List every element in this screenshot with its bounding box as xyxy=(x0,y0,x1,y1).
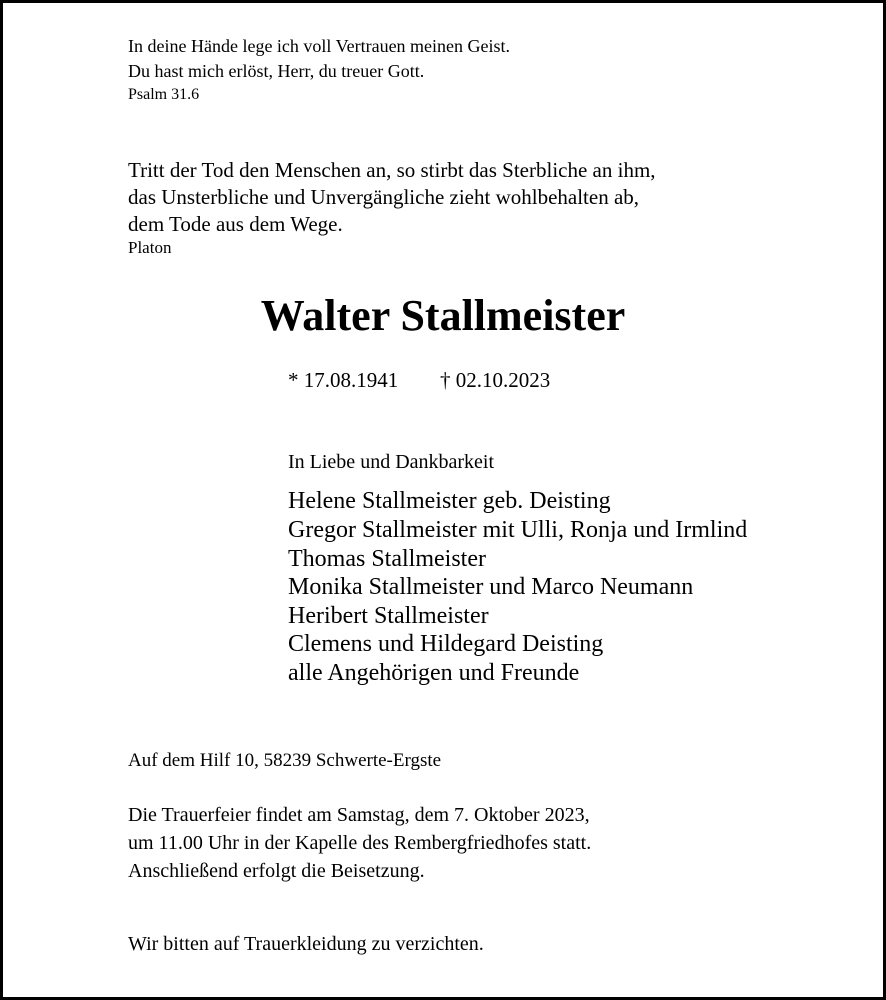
quote-author: Platon xyxy=(128,238,172,257)
mourner-name: Monika Stallmeister und Marco Neumann xyxy=(288,574,694,600)
mourner-name: Helene Stallmeister geb. Deisting xyxy=(288,488,611,514)
psalm-reference: Psalm 31.6 xyxy=(128,86,200,103)
mourner-name: Gregor Stallmeister mit Ulli, Ronja und Irmlind xyxy=(288,517,748,543)
psalm-line: In deine Hände lege ich voll Vertrauen meinen Geist. xyxy=(128,36,511,56)
mourner-name: Thomas Stallmeister xyxy=(288,546,486,572)
quote-line: dem Tode aus dem Wege. xyxy=(128,212,343,236)
dress-code-request: Wir bitten auf Trauerkleidung zu verzichten. xyxy=(128,933,484,955)
mourner-name: Heribert Stallmeister xyxy=(288,603,489,629)
birth-date: * 17.08.1941 xyxy=(288,368,399,392)
quote-line: das Unsterbliche und Unvergängliche zieht wohlbehalten ab, xyxy=(128,185,640,209)
deceased-name: Walter Stallmeister xyxy=(260,291,626,340)
death-date: † 02.10.2023 xyxy=(440,368,551,392)
mourner-name: alle Angehörigen und Freunde xyxy=(288,660,580,686)
service-line: Die Trauerfeier findet am Samstag, dem 7. Oktober 2023, xyxy=(128,804,590,826)
address: Auf dem Hilf 10, 58239 Schwerte-Ergste xyxy=(128,750,442,771)
service-line: Anschließend erfolgt die Beisetzung. xyxy=(128,860,425,882)
mourner-name: Clemens und Hildegard Deisting xyxy=(288,631,604,657)
quote-line: Tritt der Tod den Menschen an, so stirbt das Sterbliche an ihm, xyxy=(128,158,656,182)
psalm-line: Du hast mich erlöst, Herr, du treuer Gott. xyxy=(128,61,425,81)
mourners-intro: In Liebe und Dankbarkeit xyxy=(288,451,495,473)
service-line: um 11.00 Uhr in der Kapelle des Rembergfriedhofes statt. xyxy=(128,832,592,854)
